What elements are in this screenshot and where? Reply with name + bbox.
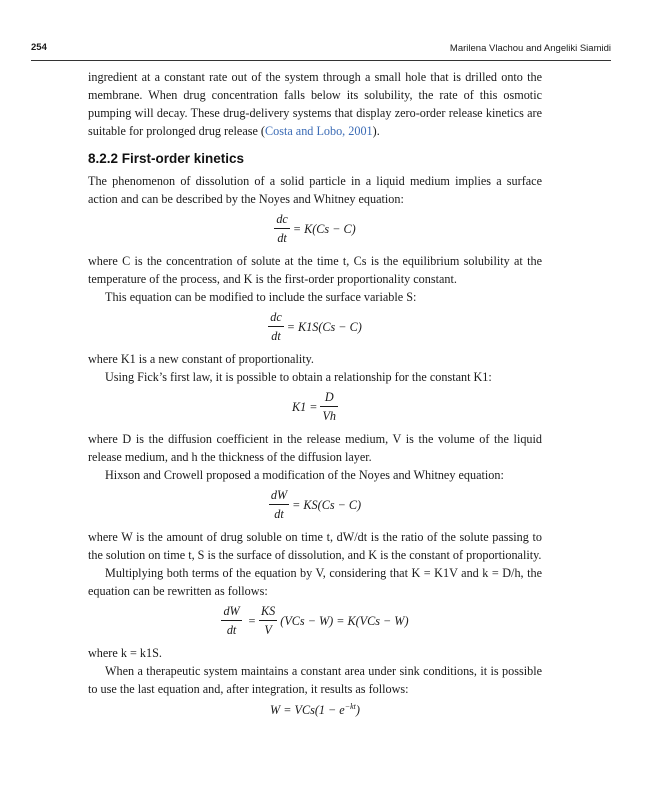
equation-noyes-whitney: $\frac{dc}{dt}$ = K(Cs − C) — [276, 212, 356, 245]
equation-hixson-crowell: $\frac{dW}{dt}$ = KS(Cs − C) — [270, 488, 362, 521]
running-head-authors: Marilena Vlachou and Angeliki Siamidi — [449, 43, 611, 54]
paragraph-w-definitions: where W is the amount of drug soluble on time t, dW/dt is the ratio of the solute passing to the solution on time t, S is the surface of dissolution, and K is the constant of proportionality. — [88, 530, 542, 562]
section-heading: 8.2.2 First-order kinetics — [88, 151, 245, 166]
citation-link[interactable]: Costa and Lobo, 2001 — [265, 124, 373, 138]
paragraph-multiply-by-v: Multiplying both terms of the equation by V, considering that K = K1V and k = D/h, the equation can be rewritten as follows: — [88, 566, 542, 598]
paragraph-dissolution-intro: The phenomenon of dissolution of a solid particle in a liquid medium implies a surface action and can be described by the Noyes and Whitney equation: — [88, 174, 542, 206]
paragraph-variable-definitions: where C is the concentration of solute at the time t, Cs is the equilibrium solubility at the temperature of the process, and K is the first-order proportionality constant. — [88, 254, 542, 286]
equation-rewritten: $\frac{dW}{dt}$ = $\frac{KS}{V}$ (VCs − W) = K(VCs − W) — [223, 604, 409, 637]
paragraph-diffusion-definitions: where D is the diffusion coefficient in the release medium, V is the volume of the liquid release medium, and h the thickness of the diffusion layer. — [88, 432, 542, 464]
page-header — [31, 40, 611, 61]
paragraph-fick-law: Using Fick’s first law, it is possible to obtain a relationship for the constant K1: — [105, 370, 492, 384]
paragraph-zero-order-end: ingredient at a constant rate out of the system through a small hole that is drilled onto the membrane. When drug concentration falls below its solubility, the rate of this osmotic pumping will decay. These drug-delivery systems that display zero-order release kinetics are suitable for prolonged drug release (Costa and Lobo, 2001). — [88, 70, 542, 138]
page-number: 254 — [31, 42, 47, 53]
paragraph-hixson-crowell: Hixson and Crowell proposed a modification of the Noyes and Whitney equation: — [105, 468, 504, 482]
paragraph-surface-variable: This equation can be modified to include the surface variable S: — [105, 290, 417, 304]
equation-k1-definition: K1 = $\frac{D}{Vh}$ — [291, 390, 337, 423]
equation-surface-modified: $\frac{dc}{dt}$ = K1S(Cs − C) — [270, 310, 362, 343]
paragraph-k-definition: where k = k1S. — [88, 646, 162, 660]
paragraph-k1-constant: where K1 is a new constant of proportionality. — [88, 352, 314, 366]
equation-integrated: $W = VCs(1 - e^{-kt})$ — [270, 702, 360, 718]
paragraph-sink-conditions: When a therapeutic system maintains a constant area under sink conditions, it is possible to use the last equation and, after integration, it results as follows: — [88, 664, 542, 696]
page-body — [88, 68, 542, 724]
